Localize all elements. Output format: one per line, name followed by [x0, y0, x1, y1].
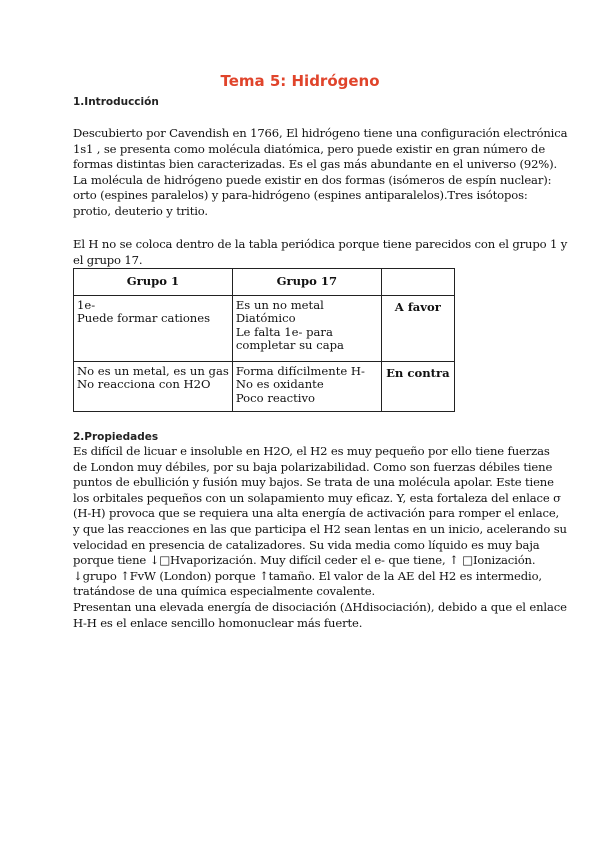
intro-paragraph [73, 126, 568, 220]
document-title: Tema 5: Hidrógeno [220, 72, 380, 90]
comparison-table [73, 268, 455, 412]
cell-line: Poco reactivo [235, 390, 316, 405]
text-line: el grupo 17. [73, 252, 143, 267]
text-line: La molécula de hidrógeno puede existir en dos formas (isómeros de espín nuclear): [73, 172, 552, 187]
text-line: protio, deuterio y tritio. [73, 203, 208, 218]
text-line: formas distintas bien caracterizadas. Es el gas más abundante en el universo (92%). [73, 157, 558, 172]
table-cell-group1 [74, 361, 233, 411]
table-header-row [74, 269, 455, 296]
text-line: Presentan una elevada energía de disociación (ΔHdisociación), debido a que el enlace [73, 599, 567, 614]
section-heading-introduccion: 1.Introducción [73, 96, 159, 108]
text-line: porque tiene ↓□Hvaporización. Muy difícil ceder el e- que tiene, ↑ □Ionización. [73, 553, 536, 568]
table-cell-verdict: En contra [381, 361, 454, 411]
cell-line: No es un metal, es un gas [77, 363, 229, 378]
table-cell-group1 [74, 295, 233, 361]
text-line: y que las reacciones en las que participa el H2 sean lentas en un inicio, acelerando su [73, 521, 567, 536]
properties-paragraph [73, 444, 567, 631]
cell-line: No es oxidante [235, 377, 324, 391]
cell-line: No reacciona con H2O [77, 377, 211, 391]
table-cell-verdict: A favor [381, 295, 454, 361]
table-header-cell [381, 269, 454, 296]
cell-line: Puede formar cationes [77, 311, 211, 325]
text-line: (H-H) provoca que se requiera una alta energía de activación para romper el enlace, [73, 506, 560, 521]
text-line: El H no se coloca dentro de la tabla periódica porque tiene parecidos con el grupo 1 y [73, 237, 568, 251]
text-line: Descubierto por Cavendish en 1766, El hidrógeno tiene una configuración electrónica [73, 126, 568, 140]
text-line: 1s1 , se presenta como molécula diatómica, pero puede existir en gran número de [73, 141, 546, 156]
table-header-cell: Grupo 1 [74, 269, 233, 296]
text-line: los orbitales pequeños con un solapamiento muy eficaz. Y, esta fortaleza del enlace σ [73, 490, 561, 505]
table-cell-group17 [232, 361, 381, 411]
text-line: velocidad en presencia de catalizadores. Su vida media como líquido es muy baja [73, 537, 540, 552]
table-cell-group17 [232, 295, 381, 361]
periodic-table-paragraph [73, 237, 568, 268]
table-row [74, 295, 455, 361]
text-line: Es difícil de licuar e insoluble en H2O, el H2 es muy pequeño por ello tiene fuerzas [73, 444, 550, 458]
cell-line: Le falta 1e- para [235, 324, 333, 339]
cell-line: completar su capa [235, 338, 344, 352]
table-header-cell: Grupo 17 [232, 269, 381, 296]
table-row [74, 361, 455, 411]
text-line: orto (espines paralelos) y para-hidrógeno (espines antiparalelos).Tres isótopos: [73, 188, 528, 203]
text-line: ↓grupo ↑FvW (London) porque ↑tamaño. El valor de la AE del H2 es intermedio, [73, 568, 542, 583]
cell-line: Forma difícilmente H- [235, 363, 365, 378]
cell-line: 1e- [77, 297, 96, 312]
cell-line: Diatómico [235, 311, 296, 325]
section-heading-propiedades: 2.Propiedades [73, 431, 159, 443]
text-line: H-H es el enlace sencillo homonuclear más fuerte. [73, 615, 363, 630]
text-line: de London muy débiles, por su baja polarizabilidad. Como son fuerzas débiles tiene [73, 459, 553, 474]
cell-line: Es un no metal [235, 297, 324, 312]
text-line: puntos de ebullición y fusión muy bajos. Se trata de una molécula apolar. Este tiene [73, 475, 554, 490]
text-line: tratándose de una química especialmente covalente. [73, 584, 376, 599]
